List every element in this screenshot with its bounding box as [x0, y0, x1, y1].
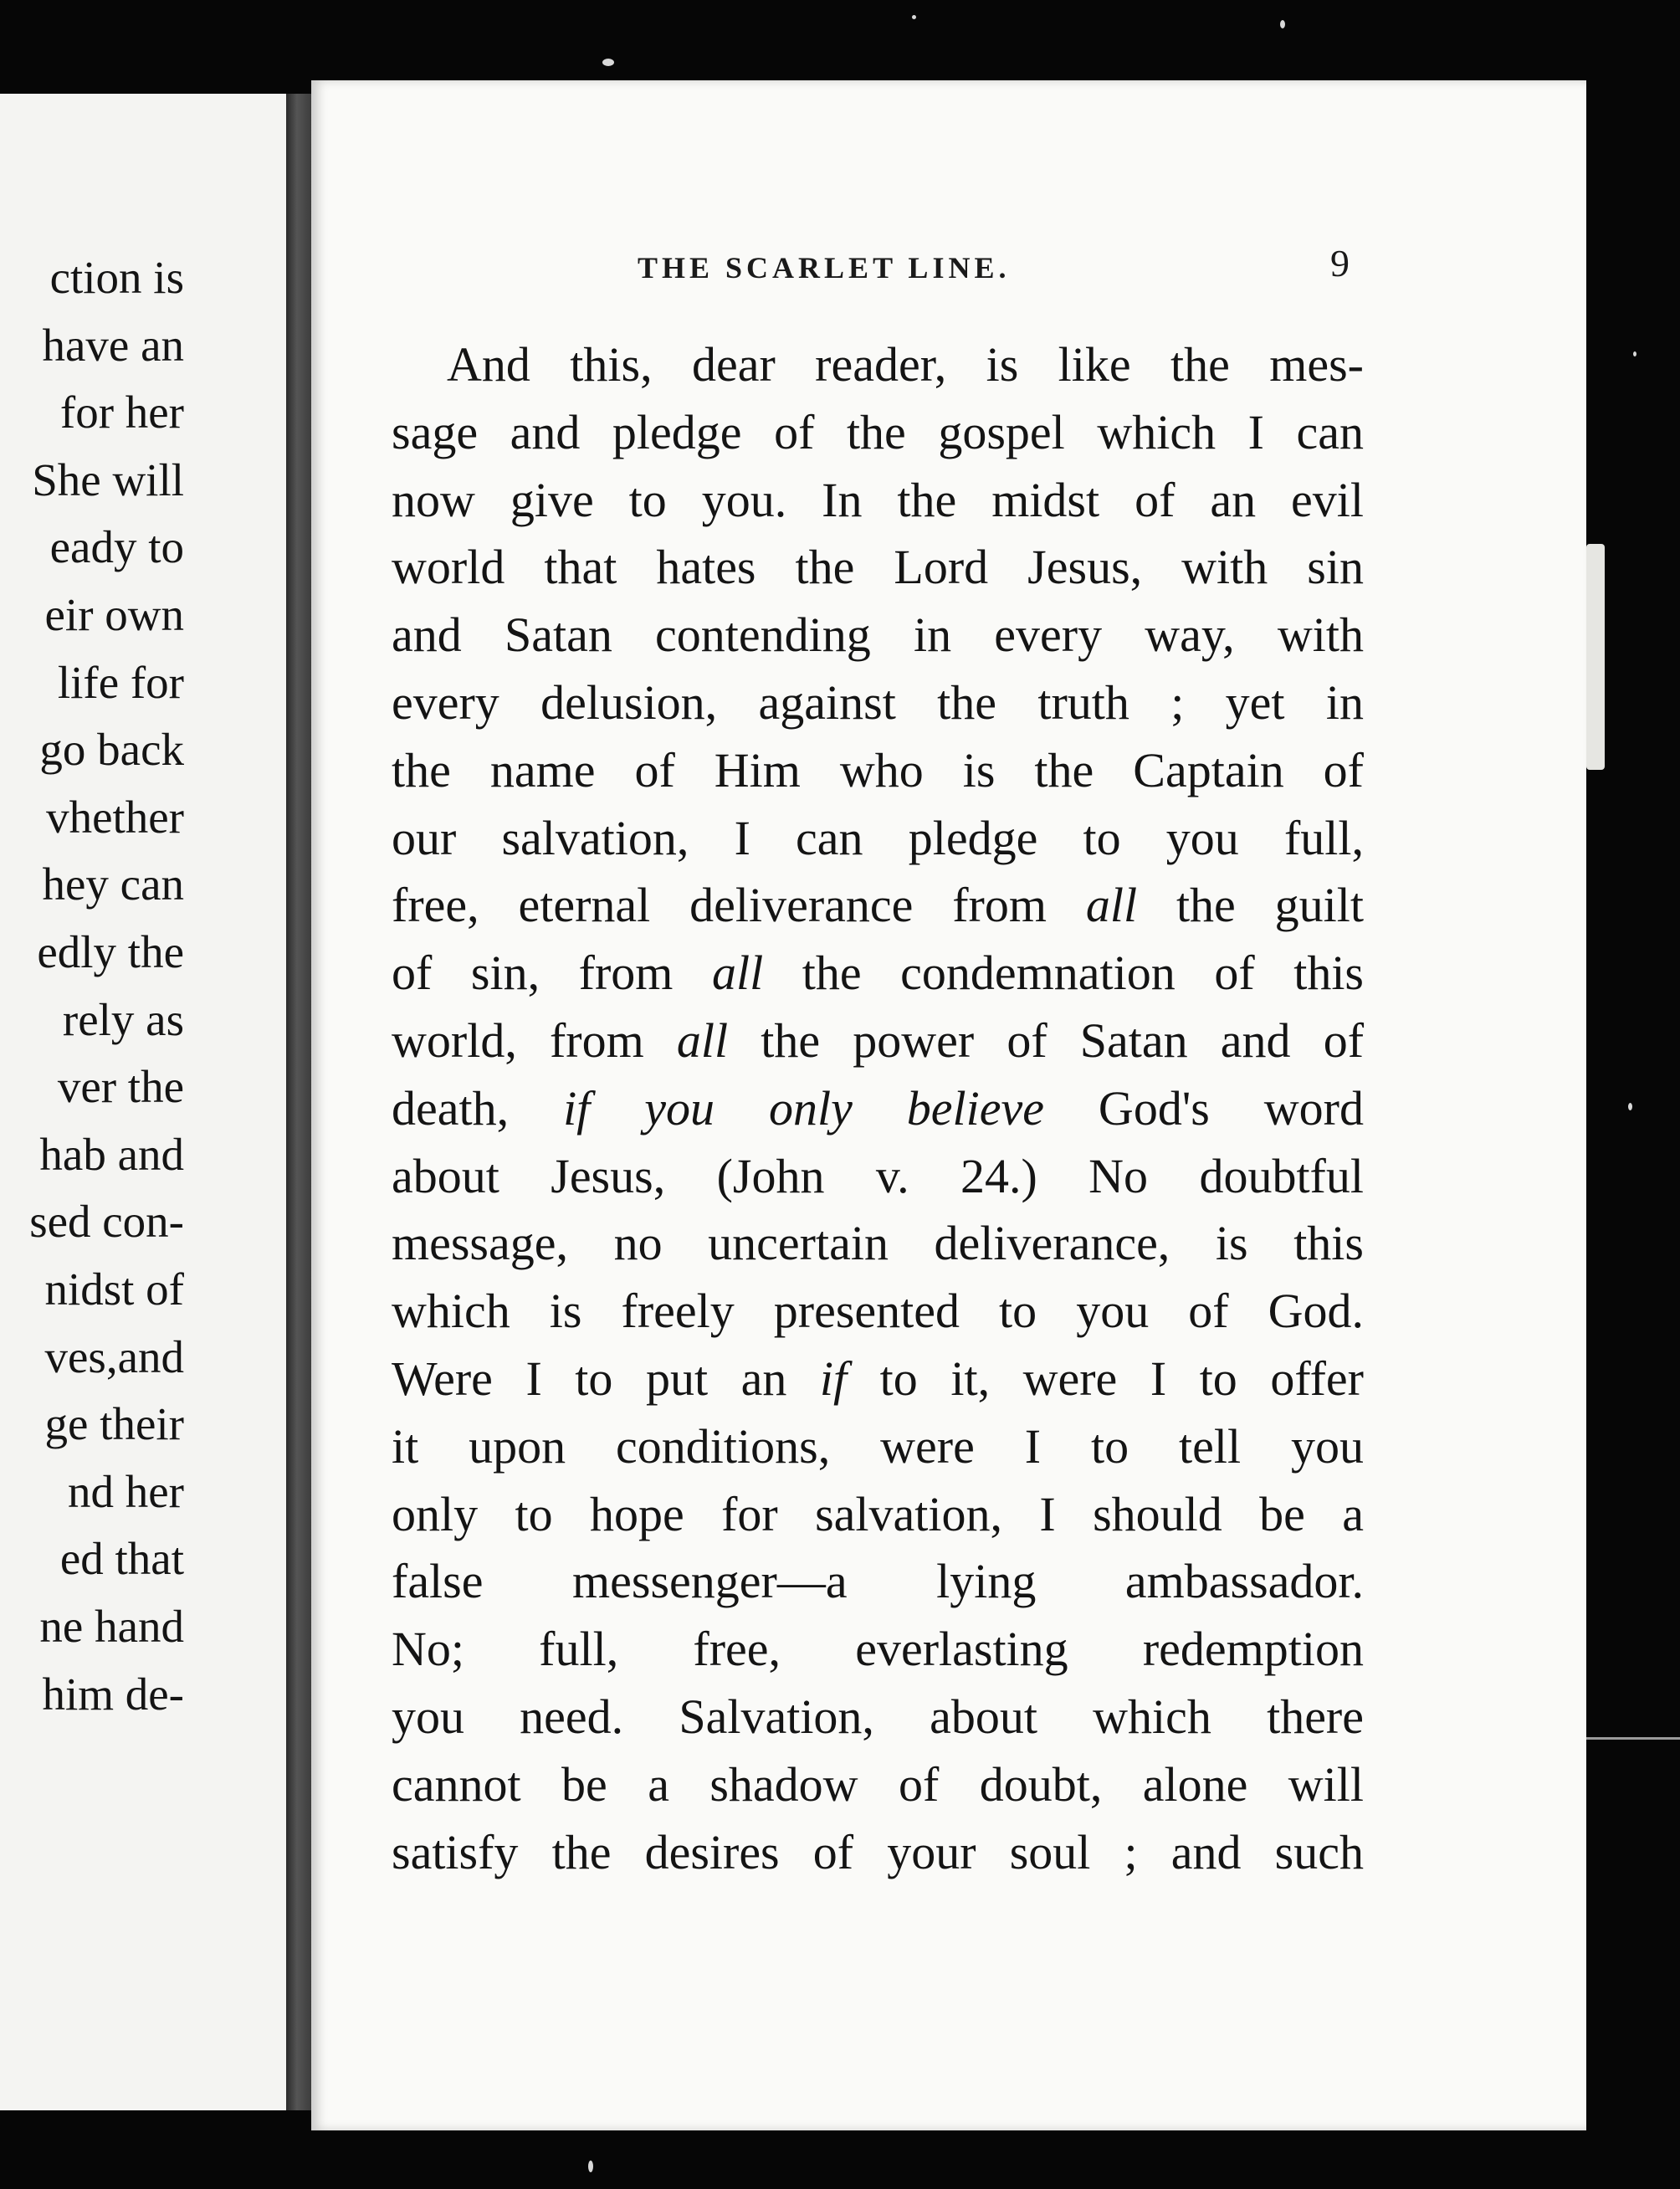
body-line: about Jesus, (John v. 24.) No doubtful [392, 1148, 1364, 1203]
left-page-line: She will [32, 454, 184, 505]
body-line: the name of Him who is the Captain of [392, 742, 1364, 797]
scan-speck [912, 15, 916, 19]
scan-artifact [1586, 1737, 1680, 1740]
left-page-line: ne hand [39, 1601, 184, 1652]
body-line: our salvation, I can pledge to you full, [392, 810, 1364, 865]
left-page-line: ed that [59, 1533, 184, 1585]
left-page-line: ction is [49, 252, 184, 303]
body-line: Were I to put an if to it, were I to offer [392, 1351, 1364, 1406]
left-page-line: go back [39, 724, 184, 776]
left-page-line: vhether [46, 791, 184, 843]
body-line: every delusion, against the truth ; yet in [392, 674, 1364, 730]
left-page-line: for her [59, 387, 184, 438]
body-line: only to hope for salvation, I should be a [392, 1486, 1364, 1541]
body-line: and Satan contending in every way, with [392, 607, 1364, 663]
left-page [0, 94, 291, 2110]
body-line: death, if you only believe God's word [392, 1080, 1364, 1136]
body-line: it upon conditions, were I to tell you [392, 1418, 1364, 1474]
body-line: world, from all the power of Satan and of [392, 1012, 1365, 1068]
body-line: now give to you. In the midst of an evil [392, 472, 1364, 527]
book-gutter [286, 94, 313, 2110]
body-line: of sin, from all the condemnation of this [392, 946, 1364, 1001]
left-page-line: eady to [49, 521, 184, 573]
left-page-line: nidst of [44, 1264, 184, 1315]
left-page-line: sed con- [29, 1196, 184, 1248]
body-line: false messenger—a lying ambassador. [392, 1554, 1364, 1609]
body-line: No; full, free, everlasting redemption [392, 1622, 1364, 1677]
left-page-line: hey can [42, 859, 184, 910]
left-page-line: ver the [57, 1061, 184, 1113]
left-page-line: hab and [39, 1128, 184, 1180]
left-page-line: ves,and [44, 1330, 184, 1382]
left-page-line: rely as [62, 993, 184, 1045]
scan-speck [1628, 1103, 1632, 1110]
page-edge [1586, 544, 1605, 770]
body-line: which is freely presented to you of God. [392, 1284, 1364, 1339]
left-page-line: eir own [44, 589, 184, 640]
left-page-line: him de- [42, 1668, 184, 1720]
left-page-line: edly the [37, 926, 184, 977]
body-line: world that hates the Lord Jesus, with sin [392, 540, 1364, 595]
body-line: cannot be a shadow of doubt, alone will [392, 1756, 1364, 1812]
left-page-line: ge their [44, 1398, 184, 1450]
body-line: you need. Salvation, about which there [392, 1689, 1364, 1744]
page-number: 9 [1330, 242, 1350, 285]
body-line: And this, dear reader, is like the mes- [447, 337, 1364, 392]
body-line: satisfy the desires of your soul ; and such [392, 1824, 1364, 1879]
scan-speck [1280, 20, 1285, 28]
scan-speck [588, 2161, 593, 2172]
left-page-line: life for [57, 656, 184, 708]
body-line: free, eternal deliverance from all the guilt [392, 878, 1365, 933]
body-line: message, no uncertain deliverance, is this [392, 1216, 1364, 1271]
left-page-line: nd her [68, 1465, 184, 1517]
scan-speck [602, 59, 614, 66]
body-line: sage and pledge of the gospel which I can [392, 404, 1364, 459]
scan-speck [1633, 351, 1636, 356]
running-head: THE SCARLET LINE. [638, 251, 1011, 285]
left-page-line: have an [42, 319, 184, 371]
body-text [392, 331, 1364, 1886]
right-page [311, 80, 1586, 2130]
